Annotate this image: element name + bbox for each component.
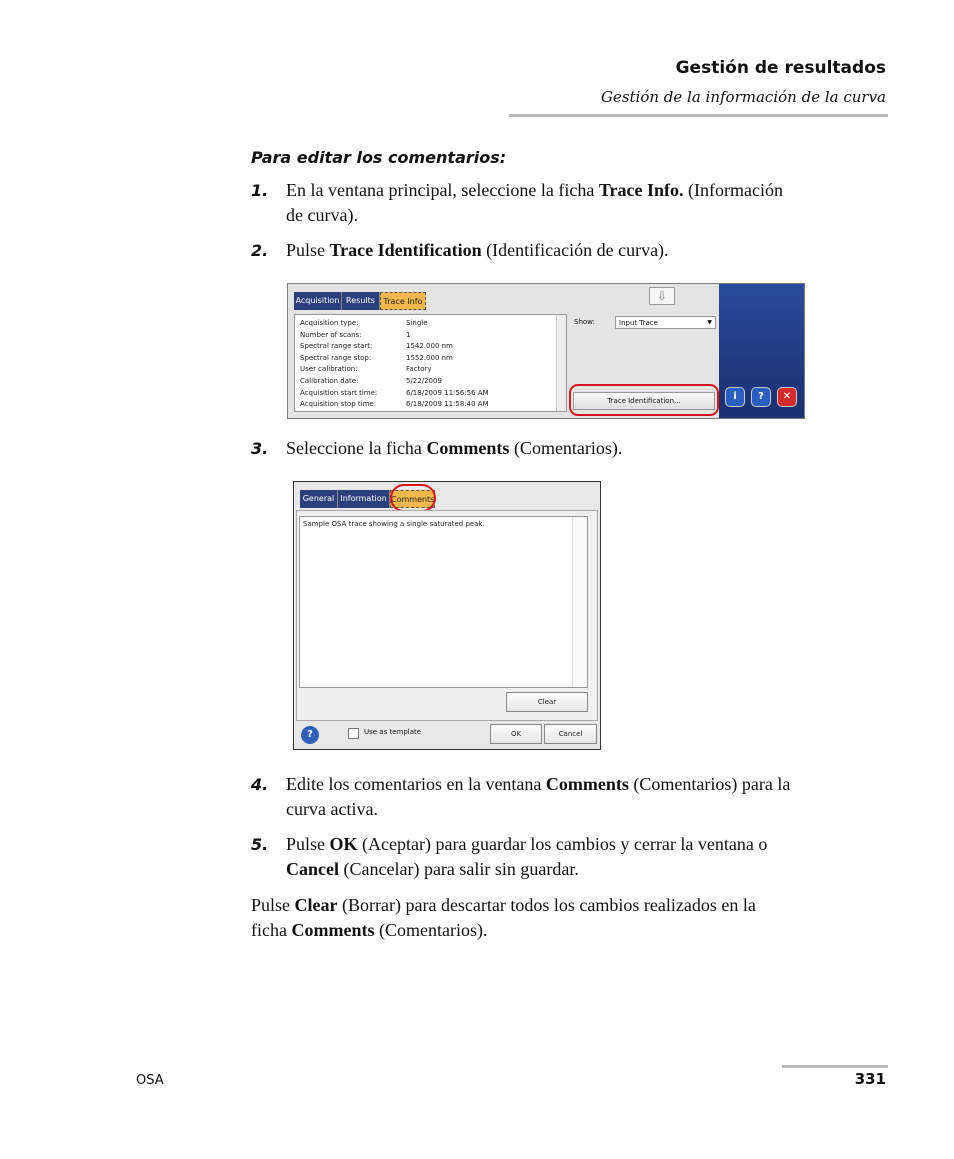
step-text: Edite los comentarios en la ventana Comments (Comentarios) para la curva activa. xyxy=(286,774,791,819)
tab-general[interactable]: General xyxy=(300,490,338,508)
info-row xyxy=(300,342,453,351)
info-label: Acquisition stop time: xyxy=(300,400,377,409)
info-row xyxy=(300,365,432,374)
info-row xyxy=(300,330,411,339)
step-number: 4. xyxy=(251,775,269,794)
closing-paragraph: Pulse Clear (Borrar) para descartar todos los cambios realizados en la ficha Comments (Comentarios). xyxy=(251,895,756,940)
down-arrow-icon[interactable]: ⇩ xyxy=(649,287,675,305)
info-row xyxy=(300,388,489,397)
info-value: 1 xyxy=(406,330,411,339)
footer-product: OSA xyxy=(136,1073,164,1088)
info-label: Number of scans: xyxy=(300,330,362,339)
ok-button[interactable]: OK xyxy=(490,724,542,744)
show-select-value: Input Trace xyxy=(619,319,658,327)
info-value: Single xyxy=(406,319,428,327)
info-label: User calibration: xyxy=(300,365,358,374)
help-icon[interactable]: ? xyxy=(301,726,319,744)
info-label: Spectral range stop: xyxy=(300,353,372,362)
info-label: Spectral range start: xyxy=(300,342,373,351)
step-text: Pulse OK (Aceptar) para guardar los cambios y cerrar la ventana o Cancel (Cancelar) para salir sin guardar. xyxy=(286,834,768,879)
footer-rule xyxy=(782,1065,888,1068)
info-value: 1542.000 nm xyxy=(406,342,453,351)
scrollbar[interactable] xyxy=(572,517,587,687)
info-label: Calibration date: xyxy=(300,377,359,385)
show-select[interactable] xyxy=(615,316,716,329)
info-value: 1552.000 nm xyxy=(406,353,453,362)
info-label: Acquisition type: xyxy=(300,319,359,327)
info-label: Acquisition start time: xyxy=(300,388,378,397)
tab-information[interactable]: Information xyxy=(338,490,390,508)
page-number: 331 xyxy=(854,1070,886,1088)
use-as-template-label: Use as template xyxy=(364,728,422,736)
comments-textarea[interactable] xyxy=(299,516,588,688)
step-number: 1. xyxy=(251,181,269,200)
header-rule xyxy=(509,114,888,117)
info-icon[interactable]: i xyxy=(725,387,745,407)
info-row xyxy=(300,377,442,385)
tab-trace-info[interactable]: Trace Info xyxy=(380,292,426,310)
highlight-circle xyxy=(390,484,436,512)
info-value: 6/18/2009 11:56:56 AM xyxy=(406,388,489,397)
info-row xyxy=(300,319,428,327)
step-number: 5. xyxy=(251,835,269,854)
step-text: Seleccione la ficha Comments (Comentarios). xyxy=(286,438,623,458)
tab-results[interactable]: Results xyxy=(342,292,380,310)
step-text: En la ventana principal, seleccione la ficha Trace Info. (Información de curva). xyxy=(286,180,783,225)
cancel-button[interactable]: Cancel xyxy=(544,724,597,744)
running-header-title: Gestión de resultados xyxy=(675,58,886,78)
clear-button[interactable]: Clear xyxy=(506,692,588,712)
show-label: Show: xyxy=(574,318,595,326)
step-number: 2. xyxy=(251,241,269,260)
side-panel xyxy=(719,284,805,419)
info-value: 6/18/2009 11:58:40 AM xyxy=(406,400,489,409)
scrollbar[interactable] xyxy=(556,315,566,411)
info-value: Factory xyxy=(406,365,432,374)
help-icon[interactable]: ? xyxy=(751,387,771,407)
use-as-template-checkbox[interactable] xyxy=(348,728,359,739)
running-header-subtitle: Gestión de la información de la curva xyxy=(600,88,886,106)
tab-comments[interactable]: Comments xyxy=(390,490,435,508)
step-text: Pulse Trace Identification (Identificación de curva). xyxy=(286,240,669,260)
highlight-circle xyxy=(569,384,719,416)
comments-screenshot xyxy=(293,481,601,750)
tab-acquisition[interactable]: Acquisition xyxy=(294,292,342,310)
info-value: 5/22/2009 xyxy=(406,377,442,385)
info-row xyxy=(300,353,453,362)
comment-text: Sample OSA trace showing a single saturated peak. xyxy=(303,520,485,528)
procedure-title: Para editar los comentarios: xyxy=(251,148,507,167)
chevron-down-icon: ▼ xyxy=(707,319,712,326)
close-icon[interactable]: ✕ xyxy=(777,387,797,407)
trace-info-panel xyxy=(294,314,567,412)
trace-info-screenshot xyxy=(287,283,805,419)
step-number: 3. xyxy=(251,439,269,458)
info-row xyxy=(300,400,489,409)
trace-identification-button[interactable]: Trace Identification... xyxy=(573,392,715,410)
